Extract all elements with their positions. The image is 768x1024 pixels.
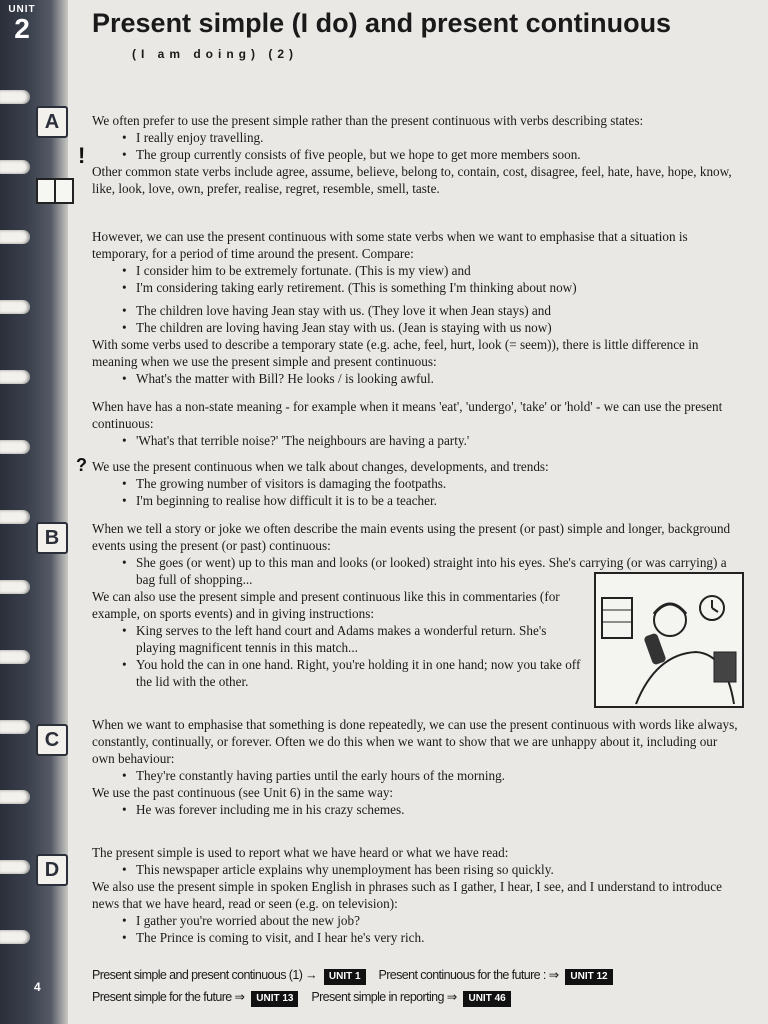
example-bullet: • I consider him to be extremely fortunate. (This is my view) and xyxy=(92,262,742,279)
binding-ring xyxy=(0,370,30,384)
binding-ring xyxy=(0,90,30,104)
section-repeated xyxy=(92,716,742,818)
unit-link[interactable]: UNIT 13 xyxy=(251,991,298,1007)
cross-reference-row xyxy=(92,964,752,986)
example-bullet: • The children are loving having Jean stay with us. (Jean is staying with us now) xyxy=(92,319,742,336)
example-bullet: • They're constantly having parties until the early hours of the morning. xyxy=(92,767,742,784)
unit-tab-number: 2 xyxy=(14,13,30,44)
paragraph: However, we can use the present continuous with some state verbs when we want to emphasise that a situation is temporary, for a period of time around the present. Compare: xyxy=(92,229,688,261)
paragraph: Other common state verbs include agree, assume, believe, belong to, contain, cost, disagree, feel, hate, have, hope, know, like, look, love, own, prefer, realise, regret, resemble, smell, taste. xyxy=(92,164,732,196)
example-bullet: • What's the matter with Bill? He looks / is looking awful. xyxy=(92,370,742,387)
unit-tab-word: UNIT xyxy=(8,4,36,15)
binding-ring xyxy=(0,510,30,524)
section-state-verbs xyxy=(92,112,742,197)
example-bullet: • The group currently consists of five people, but we hope to get more members soon. xyxy=(92,146,742,163)
paragraph: When we want to emphasise that something is done repeatedly, we can use the present continuous with words like always, constantly, continually, or forever. Often we do this when we want to show that we are unhappy about it, including our own behaviour: xyxy=(92,717,738,766)
commentator-illustration xyxy=(594,572,744,708)
section-mark-b: B xyxy=(36,522,68,554)
paragraph: We can also use the present simple and present continuous like this in commentaries (for example, on sports events) and in giving instructions: xyxy=(92,589,560,621)
binding-ring xyxy=(0,580,30,594)
example-bullet: • I gather you're worried about the new job? xyxy=(92,912,742,929)
paragraph: With some verbs used to describe a temporary state (e.g. ache, feel, hurt, look (= seem)), there is little difference in meaning when we use the present simple and present continuous: xyxy=(92,337,699,369)
cross-reference-row xyxy=(92,986,752,1008)
page-number: 4 xyxy=(34,980,41,994)
section-have xyxy=(92,398,742,449)
page-subtitle: (I am doing) (2) xyxy=(132,47,298,61)
unit-tab xyxy=(2,4,42,64)
paragraph: We use the past continuous (see Unit 6) in the same way: xyxy=(92,785,394,800)
unit-link[interactable]: UNIT 1 xyxy=(324,969,366,985)
page-content xyxy=(92,8,742,945)
example-bullet: • I'm considering taking early retirement. (This is something I'm thinking about now) xyxy=(92,279,742,296)
binding-ring xyxy=(0,230,30,244)
example-bullet: • She goes (or went) up to this man and looks (or looked) straight into his eyes. She's carrying (or was carrying) a bag full of shopping... xyxy=(92,554,742,588)
section-temporary-state xyxy=(92,228,742,387)
paragraph: The present simple is used to report what we have heard or what we have read: xyxy=(92,845,509,860)
exclamation-icon: ! xyxy=(78,143,86,168)
binding-ring xyxy=(0,720,30,734)
example-bullet: • I'm beginning to realise how difficult it is to be a teacher. xyxy=(92,492,742,509)
binding-ring xyxy=(0,160,30,174)
paragraph: When we tell a story or joke we often describe the main events using the present (or past) simple and longer, background events using the present (or past) continuous: xyxy=(92,521,731,553)
unit-link[interactable]: UNIT 12 xyxy=(565,969,612,985)
binding-ring xyxy=(0,790,30,804)
section-mark-d: D xyxy=(36,854,68,886)
section-reporting xyxy=(92,844,742,946)
example-bullet: • This newspaper article explains why unemployment has been rising so quickly. xyxy=(92,861,742,878)
binding-ring xyxy=(0,860,30,874)
example-bullet: • The Prince is coming to visit, and I hear he's very rich. xyxy=(92,929,742,946)
cross-reference-text: Present simple for the future ⇒ xyxy=(92,990,245,1004)
example-bullet: • I really enjoy travelling. xyxy=(92,129,742,146)
cross-reference-text: Present simple and present continuous (1) → xyxy=(92,968,318,982)
commentator-drawing xyxy=(596,574,742,706)
example-bullet: • 'What's that terrible noise?' 'The neighbours are having a party.' xyxy=(92,432,742,449)
book-icon xyxy=(36,178,74,204)
cross-reference-text: Present continuous for the future : ⇒ xyxy=(378,968,559,982)
paragraph: We use the present continuous when we talk about changes, developments, and trends: xyxy=(92,459,549,474)
paragraph: When have has a non-state meaning - for example when it means 'eat', 'undergo', 'take' or 'hold' - we can use the present continuous: xyxy=(92,399,723,431)
paragraph: We often prefer to use the present simple rather than the present continuous with verbs describing states: xyxy=(92,113,644,128)
example-bullet: • He was forever including me in his crazy schemes. xyxy=(92,801,742,818)
cross-references xyxy=(92,964,752,1008)
cross-reference-text: Present simple in reporting ⇒ xyxy=(311,990,457,1004)
binding-ring xyxy=(0,300,30,314)
section-mark-c: C xyxy=(36,724,68,756)
binding-ring xyxy=(0,930,30,944)
question-icon: ? xyxy=(76,455,87,475)
binding-ring xyxy=(0,440,30,454)
section-mark-a: A xyxy=(36,106,68,138)
example-bullet: • The growing number of visitors is damaging the footpaths. xyxy=(92,475,742,492)
unit-link[interactable]: UNIT 46 xyxy=(463,991,510,1007)
page-title: Present simple (I do) and present continuous xyxy=(92,8,672,38)
example-bullet: • You hold the can in one hand. Right, you're holding it in one hand; now you take off the lid with the other. xyxy=(92,656,582,690)
example-bullet: • King serves to the left hand court and Adams makes a wonderful return. She's playing magnificent tennis in this match... xyxy=(92,622,582,656)
binding-ring xyxy=(0,650,30,664)
paragraph: We also use the present simple in spoken English in phrases such as I gather, I hear, I see, and I understand to introduce news that we have heard, read or seen (e.g. on television): xyxy=(92,879,722,911)
example-bullet: • The children love having Jean stay with us. (They love it when Jean stays) and xyxy=(92,302,742,319)
section-changes xyxy=(92,458,742,509)
